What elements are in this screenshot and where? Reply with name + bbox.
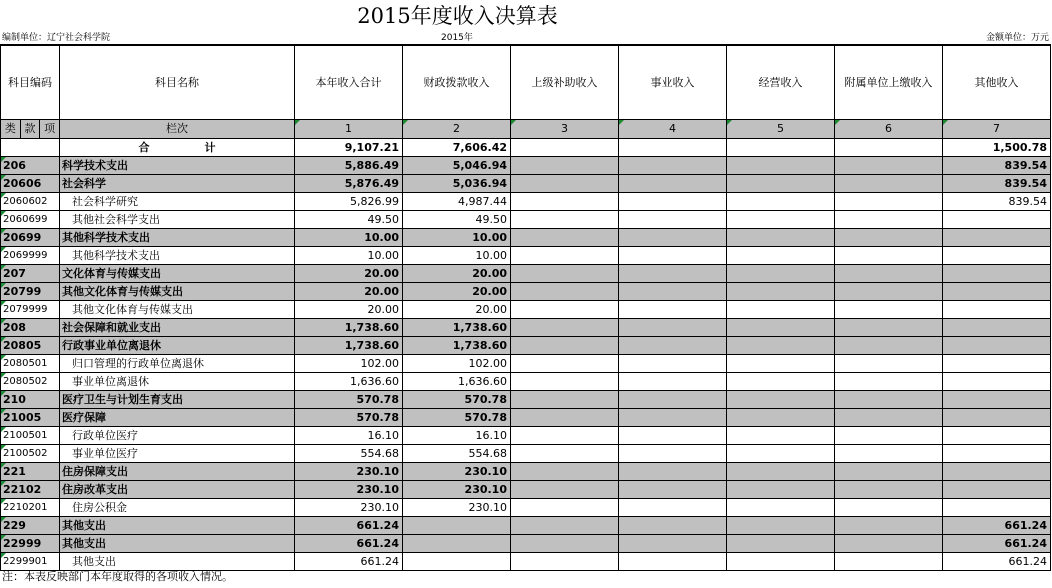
value-cell-col-3[interactable] — [511, 228, 619, 246]
value-cell-col-4[interactable] — [619, 354, 727, 372]
value-cell-col-7[interactable]: 839.54 — [943, 192, 1051, 210]
total-value-7[interactable]: 1,500.78 — [943, 138, 1051, 156]
value-cell-col-6[interactable] — [835, 246, 943, 264]
value-cell-col-4[interactable] — [619, 318, 727, 336]
value-cell-col-4[interactable] — [619, 534, 727, 552]
value-cell-col-2[interactable]: 230.10 — [403, 462, 511, 480]
value-cell-col-3[interactable] — [511, 390, 619, 408]
value-cell-col-4[interactable] — [619, 462, 727, 480]
table-row — [1, 480, 1051, 498]
subject-code[interactable]: 2080501 — [1, 354, 60, 372]
total-value-2[interactable]: 7,606.42 — [403, 138, 511, 156]
header-col-4[interactable]: 事业收入 — [619, 45, 727, 119]
value-cell-col-2[interactable]: 10.00 — [403, 228, 511, 246]
value-cell-col-2[interactable]: 5,046.94 — [403, 156, 511, 174]
value-cell-col-7[interactable]: 661.24 — [943, 552, 1051, 570]
value-cell-col-7[interactable] — [943, 210, 1051, 228]
value-cell-col-4[interactable] — [619, 210, 727, 228]
header-col-3[interactable]: 上级补助收入 — [511, 45, 619, 119]
unit-label: 编制单位：辽宁社会科学院 — [2, 33, 111, 43]
value-cell-col-2[interactable]: 20.00 — [403, 300, 511, 318]
value-cell-col-4[interactable] — [619, 480, 727, 498]
value-cell-col-4[interactable] — [619, 156, 727, 174]
value-cell-col-2[interactable]: 230.10 — [403, 480, 511, 498]
value-cell-col-4[interactable] — [619, 372, 727, 390]
value-cell-col-4[interactable] — [619, 300, 727, 318]
header-code[interactable]: 科目编码 — [1, 45, 60, 119]
value-cell-col-6[interactable] — [835, 300, 943, 318]
value-cell-col-1[interactable]: 20.00 — [295, 264, 403, 282]
value-cell-col-1[interactable]: 5,876.49 — [295, 174, 403, 192]
value-cell-col-3[interactable] — [511, 354, 619, 372]
value-cell-col-5[interactable] — [727, 390, 835, 408]
value-cell-col-5[interactable] — [727, 174, 835, 192]
table-row — [1, 444, 1051, 462]
value-cell-col-1[interactable]: 16.10 — [295, 426, 403, 444]
value-cell-col-3[interactable] — [511, 444, 619, 462]
value-cell-col-1[interactable]: 230.10 — [295, 498, 403, 516]
value-cell-col-2[interactable]: 20.00 — [403, 264, 511, 282]
subject-code[interactable]: 2210201 — [1, 498, 60, 516]
value-cell-col-5[interactable] — [727, 534, 835, 552]
amount-unit-label: 金额单位：万元 — [985, 33, 1049, 43]
table-row — [1, 156, 1051, 174]
subject-code[interactable]: 210 — [1, 390, 60, 408]
subject-name[interactable]: 医疗保障 — [60, 408, 295, 426]
value-cell-col-5[interactable] — [727, 300, 835, 318]
value-cell-col-7[interactable]: 839.54 — [943, 156, 1051, 174]
value-cell-col-2[interactable]: 10.00 — [403, 246, 511, 264]
value-cell-col-5[interactable] — [727, 210, 835, 228]
value-cell-col-6[interactable] — [835, 228, 943, 246]
value-cell-col-2[interactable]: 4,987.44 — [403, 192, 511, 210]
total-value-5[interactable] — [727, 138, 835, 156]
value-cell-col-6[interactable] — [835, 210, 943, 228]
value-cell-col-1[interactable]: 1,738.60 — [295, 318, 403, 336]
value-cell-col-5[interactable] — [727, 444, 835, 462]
table-row — [1, 390, 1051, 408]
value-cell-col-3[interactable] — [511, 534, 619, 552]
value-cell-col-6[interactable] — [835, 534, 943, 552]
total-value-6[interactable] — [835, 138, 943, 156]
value-cell-col-7[interactable] — [943, 408, 1051, 426]
subject-name[interactable]: 其他社会科学支出 — [60, 210, 295, 228]
value-cell-col-7[interactable] — [943, 282, 1051, 300]
subject-name[interactable]: 事业单位医疗 — [60, 444, 295, 462]
value-cell-col-2[interactable]: 49.50 — [403, 210, 511, 228]
column-number-row — [1, 119, 1051, 138]
table-row — [1, 516, 1051, 534]
sub-kuan: 款 — [21, 120, 41, 138]
table-row — [1, 174, 1051, 192]
value-cell-col-5[interactable] — [727, 264, 835, 282]
subject-name[interactable]: 行政事业单位离退休 — [60, 336, 295, 354]
value-cell-col-1[interactable]: 1,738.60 — [295, 336, 403, 354]
subject-code[interactable]: 207 — [1, 264, 60, 282]
value-cell-col-7[interactable] — [943, 300, 1051, 318]
header-col-2[interactable]: 财政拨款收入 — [403, 45, 511, 119]
value-cell-col-7[interactable] — [943, 228, 1051, 246]
subject-code[interactable]: 2069999 — [1, 246, 60, 264]
value-cell-col-4[interactable] — [619, 246, 727, 264]
value-cell-col-3[interactable] — [511, 156, 619, 174]
subject-code[interactable]: 2060699 — [1, 210, 60, 228]
subject-name[interactable]: 其他支出 — [60, 534, 295, 552]
total-value-4[interactable] — [619, 138, 727, 156]
total-value-3[interactable] — [511, 138, 619, 156]
table-row — [1, 354, 1051, 372]
value-cell-col-1[interactable]: 570.78 — [295, 390, 403, 408]
subject-code[interactable]: 20799 — [1, 282, 60, 300]
table-row — [1, 462, 1051, 480]
value-cell-col-3[interactable] — [511, 318, 619, 336]
subject-name[interactable]: 事业单位离退休 — [60, 372, 295, 390]
subject-code[interactable]: 206 — [1, 156, 60, 174]
value-cell-col-1[interactable]: 661.24 — [295, 516, 403, 534]
value-cell-col-6[interactable] — [835, 444, 943, 462]
value-cell-col-3[interactable] — [511, 498, 619, 516]
value-cell-col-7[interactable] — [943, 372, 1051, 390]
subject-name[interactable]: 医疗卫生与计划生育支出 — [60, 390, 295, 408]
row-label: 栏次 — [60, 119, 295, 138]
value-cell-col-3[interactable] — [511, 282, 619, 300]
value-cell-col-5[interactable] — [727, 282, 835, 300]
value-cell-col-7[interactable]: 661.24 — [943, 534, 1051, 552]
footnote: 注：本表反映部门本年度取得的各项收入情况。 — [2, 570, 233, 583]
value-cell-col-4[interactable] — [619, 498, 727, 516]
value-cell-col-4[interactable] — [619, 174, 727, 192]
value-cell-col-3[interactable] — [511, 300, 619, 318]
total-value-1[interactable]: 9,107.21 — [295, 138, 403, 156]
header-col-1[interactable]: 本年收入合计 — [295, 45, 403, 119]
header-col-6[interactable]: 附属单位上缴收入 — [835, 45, 943, 119]
subject-code[interactable]: 2080502 — [1, 372, 60, 390]
value-cell-col-1[interactable]: 20.00 — [295, 282, 403, 300]
value-cell-col-6[interactable] — [835, 516, 943, 534]
subject-code[interactable]: 22102 — [1, 480, 60, 498]
subject-code[interactable]: 2060602 — [1, 192, 60, 210]
subject-code[interactable]: 22999 — [1, 534, 60, 552]
value-cell-col-2[interactable]: 554.68 — [403, 444, 511, 462]
value-cell-col-3[interactable] — [511, 210, 619, 228]
value-cell-col-6[interactable] — [835, 408, 943, 426]
value-cell-col-4[interactable] — [619, 264, 727, 282]
subject-code[interactable]: 20699 — [1, 228, 60, 246]
col-number-5: 5 — [727, 119, 835, 138]
value-cell-col-1[interactable]: 570.78 — [295, 408, 403, 426]
value-cell-col-5[interactable] — [727, 228, 835, 246]
income-table — [0, 44, 1051, 571]
table-row — [1, 228, 1051, 246]
report-title: 2015年度收入决算表 — [357, 4, 558, 28]
value-cell-col-4[interactable] — [619, 444, 727, 462]
header-col-7[interactable]: 其他收入 — [943, 45, 1051, 119]
value-cell-col-7[interactable] — [943, 462, 1051, 480]
value-cell-col-2[interactable]: 102.00 — [403, 354, 511, 372]
value-cell-col-1[interactable]: 20.00 — [295, 300, 403, 318]
value-cell-col-3[interactable] — [511, 462, 619, 480]
subject-name[interactable]: 住房保障支出 — [60, 462, 295, 480]
table-row — [1, 408, 1051, 426]
value-cell-col-7[interactable] — [943, 498, 1051, 516]
value-cell-col-1[interactable]: 5,826.99 — [295, 192, 403, 210]
value-cell-col-5[interactable] — [727, 426, 835, 444]
subject-name[interactable]: 社会保障和就业支出 — [60, 318, 295, 336]
subject-name[interactable]: 住房公积金 — [60, 498, 295, 516]
value-cell-col-2[interactable]: 230.10 — [403, 498, 511, 516]
value-cell-col-3[interactable] — [511, 264, 619, 282]
subject-code[interactable]: 2079999 — [1, 300, 60, 318]
value-cell-col-5[interactable] — [727, 498, 835, 516]
value-cell-col-4[interactable] — [619, 192, 727, 210]
subject-name[interactable]: 科学技术支出 — [60, 156, 295, 174]
code-subheader — [1, 119, 60, 138]
value-cell-col-2[interactable] — [403, 552, 511, 570]
subject-code[interactable]: 208 — [1, 318, 60, 336]
subject-name[interactable]: 其他文化体育与传媒支出 — [60, 282, 295, 300]
table-row — [1, 336, 1051, 354]
value-cell-col-3[interactable] — [511, 408, 619, 426]
value-cell-col-1[interactable]: 230.10 — [295, 462, 403, 480]
value-cell-col-7[interactable] — [943, 390, 1051, 408]
value-cell-col-7[interactable] — [943, 336, 1051, 354]
value-cell-col-1[interactable]: 49.50 — [295, 210, 403, 228]
value-cell-col-5[interactable] — [727, 480, 835, 498]
value-cell-col-1[interactable]: 554.68 — [295, 444, 403, 462]
value-cell-col-6[interactable] — [835, 336, 943, 354]
table-row — [1, 534, 1051, 552]
value-cell-col-5[interactable] — [727, 552, 835, 570]
value-cell-col-1[interactable]: 230.10 — [295, 480, 403, 498]
value-cell-col-3[interactable] — [511, 552, 619, 570]
subject-name[interactable]: 其他科学技术支出 — [60, 246, 295, 264]
value-cell-col-6[interactable] — [835, 354, 943, 372]
value-cell-col-1[interactable]: 1,636.60 — [295, 372, 403, 390]
value-cell-col-4[interactable] — [619, 390, 727, 408]
header-name[interactable]: 科目名称 — [60, 45, 295, 119]
value-cell-col-6[interactable] — [835, 192, 943, 210]
table-row — [1, 282, 1051, 300]
value-cell-col-3[interactable] — [511, 426, 619, 444]
value-cell-col-4[interactable] — [619, 408, 727, 426]
value-cell-col-1[interactable]: 661.24 — [295, 552, 403, 570]
value-cell-col-3[interactable] — [511, 480, 619, 498]
value-cell-col-1[interactable]: 10.00 — [295, 246, 403, 264]
value-cell-col-7[interactable] — [943, 354, 1051, 372]
value-cell-col-7[interactable] — [943, 480, 1051, 498]
value-cell-col-7[interactable] — [943, 318, 1051, 336]
value-cell-col-2[interactable]: 1,636.60 — [403, 372, 511, 390]
value-cell-col-7[interactable] — [943, 444, 1051, 462]
value-cell-col-7[interactable] — [943, 246, 1051, 264]
total-code-cell[interactable] — [1, 138, 60, 156]
subject-code[interactable]: 20606 — [1, 174, 60, 192]
value-cell-col-2[interactable]: 1,738.60 — [403, 336, 511, 354]
subject-code[interactable]: 2100502 — [1, 444, 60, 462]
value-cell-col-2[interactable] — [403, 516, 511, 534]
value-cell-col-3[interactable] — [511, 192, 619, 210]
value-cell-col-6[interactable] — [835, 426, 943, 444]
table-row — [1, 246, 1051, 264]
subject-name[interactable]: 其他支出 — [60, 516, 295, 534]
value-cell-col-5[interactable] — [727, 192, 835, 210]
table-row — [1, 318, 1051, 336]
value-cell-col-6[interactable] — [835, 156, 943, 174]
subject-name[interactable]: 归口管理的行政单位离退休 — [60, 354, 295, 372]
col-number-4: 4 — [619, 119, 727, 138]
value-cell-col-5[interactable] — [727, 318, 835, 336]
value-cell-col-6[interactable] — [835, 498, 943, 516]
col-number-1: 1 — [295, 119, 403, 138]
subject-code[interactable]: 21005 — [1, 408, 60, 426]
table-row — [1, 552, 1051, 570]
sub-xiang: 项 — [44, 121, 56, 135]
value-cell-col-3[interactable] — [511, 516, 619, 534]
value-cell-col-6[interactable] — [835, 318, 943, 336]
subject-name[interactable]: 社会科学 — [60, 174, 295, 192]
value-cell-col-7[interactable]: 661.24 — [943, 516, 1051, 534]
value-cell-col-3[interactable] — [511, 246, 619, 264]
value-cell-col-7[interactable]: 839.54 — [943, 174, 1051, 192]
table-row — [1, 372, 1051, 390]
value-cell-col-2[interactable]: 570.78 — [403, 390, 511, 408]
value-cell-col-2[interactable]: 16.10 — [403, 426, 511, 444]
value-cell-col-3[interactable] — [511, 372, 619, 390]
value-cell-col-5[interactable] — [727, 354, 835, 372]
value-cell-col-4[interactable] — [619, 282, 727, 300]
subject-name[interactable]: 其他文化体育与传媒支出 — [60, 300, 295, 318]
value-cell-col-1[interactable]: 661.24 — [295, 534, 403, 552]
total-row — [1, 138, 1051, 156]
value-cell-col-6[interactable] — [835, 552, 943, 570]
value-cell-col-3[interactable] — [511, 336, 619, 354]
value-cell-col-1[interactable]: 10.00 — [295, 228, 403, 246]
value-cell-col-5[interactable] — [727, 156, 835, 174]
value-cell-col-6[interactable] — [835, 264, 943, 282]
subject-code[interactable]: 20805 — [1, 336, 60, 354]
subject-name[interactable]: 文化体育与传媒支出 — [60, 264, 295, 282]
value-cell-col-4[interactable] — [619, 426, 727, 444]
value-cell-col-4[interactable] — [619, 516, 727, 534]
value-cell-col-5[interactable] — [727, 246, 835, 264]
value-cell-col-1[interactable]: 5,886.49 — [295, 156, 403, 174]
value-cell-col-4[interactable] — [619, 336, 727, 354]
value-cell-col-5[interactable] — [727, 462, 835, 480]
value-cell-col-6[interactable] — [835, 174, 943, 192]
value-cell-col-6[interactable] — [835, 390, 943, 408]
value-cell-col-3[interactable] — [511, 174, 619, 192]
col-number-3: 3 — [511, 119, 619, 138]
header-row — [1, 45, 1051, 119]
subject-name[interactable]: 住房改革支出 — [60, 480, 295, 498]
subject-name[interactable]: 行政单位医疗 — [60, 426, 295, 444]
table-row — [1, 210, 1051, 228]
table-row — [1, 498, 1051, 516]
value-cell-col-4[interactable] — [619, 552, 727, 570]
subject-code[interactable]: 2299901 — [1, 552, 60, 570]
value-cell-col-5[interactable] — [727, 408, 835, 426]
subject-name[interactable]: 其他科学技术支出 — [60, 228, 295, 246]
value-cell-col-6[interactable] — [835, 480, 943, 498]
value-cell-col-2[interactable]: 1,738.60 — [403, 318, 511, 336]
total-label[interactable]: 合 计 — [60, 138, 295, 156]
value-cell-col-1[interactable]: 102.00 — [295, 354, 403, 372]
table-row — [1, 264, 1051, 282]
subject-code[interactable]: 2100501 — [1, 426, 60, 444]
value-cell-col-2[interactable]: 20.00 — [403, 282, 511, 300]
value-cell-col-6[interactable] — [835, 462, 943, 480]
col-number-2: 2 — [403, 119, 511, 138]
value-cell-col-5[interactable] — [727, 372, 835, 390]
subject-code[interactable]: 221 — [1, 462, 60, 480]
table-row — [1, 426, 1051, 444]
table-row — [1, 300, 1051, 318]
year-label: 2015年 — [441, 33, 473, 43]
table-row — [1, 192, 1051, 210]
header-col-5[interactable]: 经营收入 — [727, 45, 835, 119]
value-cell-col-6[interactable] — [835, 282, 943, 300]
value-cell-col-2[interactable]: 570.78 — [403, 408, 511, 426]
subject-code[interactable]: 229 — [1, 516, 60, 534]
value-cell-col-7[interactable] — [943, 426, 1051, 444]
value-cell-col-5[interactable] — [727, 516, 835, 534]
subject-name[interactable]: 社会科学研究 — [60, 192, 295, 210]
value-cell-col-7[interactable] — [943, 264, 1051, 282]
col-number-7: 7 — [943, 119, 1051, 138]
value-cell-col-5[interactable] — [727, 336, 835, 354]
sub-lei: 类 — [1, 120, 21, 138]
value-cell-col-2[interactable]: 5,036.94 — [403, 174, 511, 192]
value-cell-col-6[interactable] — [835, 372, 943, 390]
value-cell-col-4[interactable] — [619, 228, 727, 246]
value-cell-col-2[interactable] — [403, 534, 511, 552]
col-number-6: 6 — [835, 119, 943, 138]
subject-name[interactable]: 其他支出 — [60, 552, 295, 570]
